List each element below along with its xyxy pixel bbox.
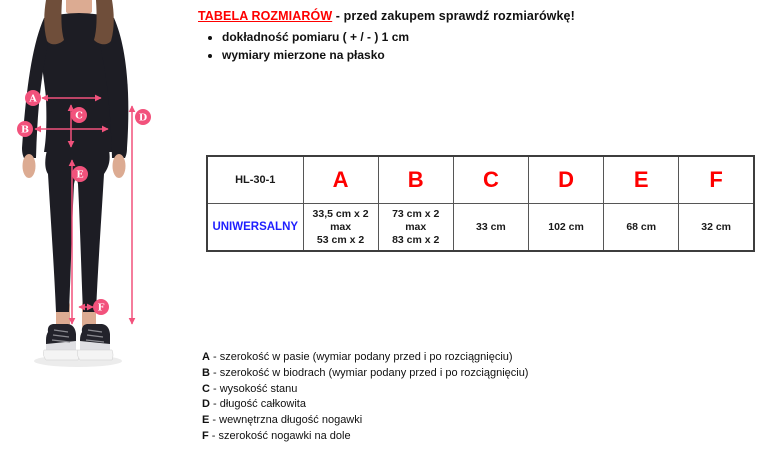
measure-label-f [93,299,109,315]
table-value-e [604,204,679,252]
table-col-b: B [378,156,453,204]
legend-text: - wewnętrzna długość nogawki [209,414,363,427]
svg-text:A: A [29,93,37,105]
legend-text: - szerokość nogawki na dole [208,429,351,442]
table-col-e: E [604,156,679,204]
table-row-label: UNIWERSALNY [207,204,303,252]
model-sleeve-left [22,18,48,158]
legend-letter: D [202,398,210,411]
value-line: max [330,220,352,233]
table-header-row [207,156,754,204]
value-line: 83 cm x 2 [392,233,440,246]
model-hand-right [113,154,126,178]
note-item: • wymiary mierzone na płasko [222,48,764,62]
legend-item-b [202,366,528,382]
table-value-f [679,204,754,252]
header [198,9,764,66]
legend-letter: F [202,429,209,442]
value-line: 32 cm [701,220,732,233]
table-col-d: D [528,156,603,204]
value-line: 33,5 cm x 2 [312,207,369,220]
legend-letter: A [202,351,210,363]
model-hair [94,0,114,44]
table-value-a [303,204,378,252]
legend-text: - wysokość stanu [209,382,298,395]
value-line: 102 cm [548,220,584,233]
model-hand-left [23,154,36,178]
legend-letter: E [202,414,210,427]
table-data-row [207,204,754,252]
measure-label-d [135,109,151,125]
legend-letter: B [202,366,210,379]
svg-text:B: B [20,124,30,136]
value-line: 68 cm [626,220,657,233]
table-value-d [528,204,603,252]
measurement-legend [202,350,528,445]
table-col-f: F [679,156,754,204]
legend-item-f [202,429,528,445]
measure-label-e [72,166,88,182]
measure-label-c [71,107,87,123]
notes-list [208,30,764,62]
page-title [198,9,764,23]
title-rest: - przed zakupem sprawdź rozmiarówkę! [332,9,575,23]
model-photo [0,0,195,375]
model-illustration [22,0,128,367]
table-col-c: C [453,156,528,204]
title-highlight: TABELA ROZMIARÓW [198,9,333,23]
sneaker-sole-right [77,350,113,360]
legend-item-e [202,413,528,429]
svg-text:D: D [138,112,148,124]
note-item: • dokładność pomiaru ( + / - ) 1 cm [222,30,764,44]
measure-label-b [17,121,33,137]
legend-text: - szerokość w pasie (wymiar podany przed i po rozciągnięciu) [209,351,513,363]
svg-text:E: E [76,169,84,181]
svg-text:F: F [97,302,105,314]
sneaker-sole-left [43,350,79,360]
table-value-c [453,204,528,252]
value-line: 53 cm x 2 [316,233,365,246]
legend-item-a [202,350,528,366]
legend-text: - szerokość w biodrach (wymiar podany przed i po rozciągnięciu) [209,366,529,379]
size-table [206,155,755,252]
value-line: 73 cm x 2 [392,207,440,220]
legend-item-c [202,382,528,398]
table-value-b [378,204,453,252]
legend-text: - długość całkowita [209,398,306,411]
legend-item-d [202,397,528,413]
value-line: 33 cm [476,220,506,233]
table-model-code: HL-30-1 [207,156,303,204]
model-hair [44,0,64,44]
value-line: max [405,220,427,233]
legend-letter: C [202,382,210,395]
table-col-a: A [303,156,378,204]
measure-label-a [25,90,41,106]
svg-text:C: C [75,110,83,122]
